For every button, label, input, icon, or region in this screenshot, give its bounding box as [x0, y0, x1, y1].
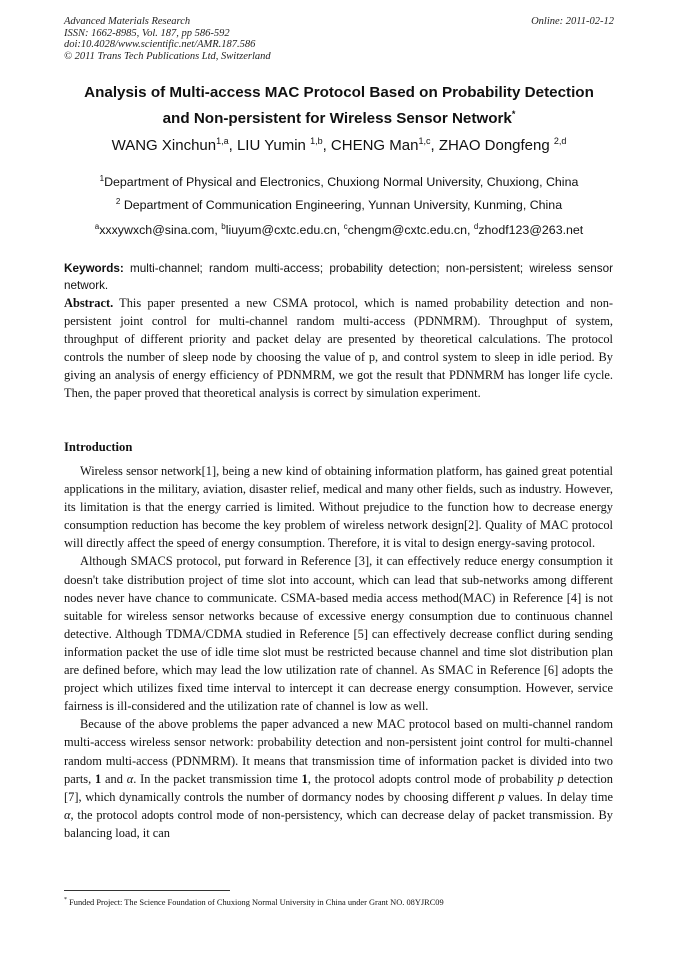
journal-name: Advanced Materials Research — [64, 16, 191, 27]
issn-line: ISSN: 1662-8985, Vol. 187, pp 586-592 — [64, 27, 230, 39]
footnote-text: Funded Project: The Science Foundation of Chuxiong Normal University in China under Grant NO. 08YJRC09 — [69, 897, 444, 907]
email-mark: c — [343, 222, 348, 231]
email-mark: b — [221, 222, 226, 231]
email-mark: d — [473, 222, 479, 231]
author-name: WANG Xinchun — [111, 137, 217, 154]
email-address: chengm@cxtc.edu.cn — [347, 223, 467, 238]
affiliation-mark: 1 — [99, 174, 105, 183]
paragraph-text: Because of the above problems the paper advanced a new MAC protocol based on multi-channel random multi-access wireless sensor network: probability detection and non-persistent joint control for multi-channel random multi-access (PDNMRM). It means that transmission time of information packet is divided into two parts, — [64, 717, 613, 786]
affiliation-1 — [40, 174, 638, 189]
paragraph: Wireless sensor network[1], being a new kind of obtaining information platform, has gained great potential applications in the military, aviation, disaster relief, medical and many other fields, such as industry. However, its limitation is that the energy carried is limited. Without prejudice to the function how to decrease energy consumption reduction has become the key problem of wireless network design[2]. Quality of MAC protocol will directly affect the speed of energy consumption. Therefore, it is vital to design energy-saving protocol. — [64, 464, 613, 551]
keywords — [64, 260, 613, 294]
paragraph-text: detection [7], which dynamically controls the number of dormancy nodes by choosing different — [64, 771, 613, 804]
footnote-rule — [64, 890, 230, 891]
journal-header — [64, 16, 271, 62]
abstract-label: Abstract. — [64, 296, 114, 310]
math-one: 1 — [301, 771, 308, 786]
online-date: Online: 2011-02-12 — [531, 16, 614, 27]
abstract-text: This paper presented a new CSMA protocol, which is named probability detection and non-persistent joint control for multi-channel random multi-access (PDNMRM). Throughput of system, throughput of different priority and packet delay are presented by theoretical calculations. The protocol controls the number of sleep node by choosing the value of p, and control system to sleep in idle period. By giving an analysis of energy efficiency of PDNMRM, we got the result that PDNMRM has longer life cycle. Then, the paper proved that theoretical analysis is correct by simulation experiment. — [64, 296, 614, 400]
title-footnote-mark: * — [511, 108, 516, 119]
paragraph-text: and — [105, 771, 123, 786]
author-affiliation-mark: 2,d — [553, 136, 567, 146]
math-one: 1 — [95, 771, 102, 786]
author-list: WANG Xinchun$^{1,a}$, LIU Yumin $^{1,b}$, CHENG Man$^{1,c}$, ZHAO Dongfeng $^{2,d}$ — [111, 136, 567, 154]
footnote — [64, 897, 444, 907]
email-list: $^a$xxxywxch@sina.com, $^b$liuyum@cxtc.edu.cn, $^c$chengm@cxtc.edu.cn, $^d$zhodf123@263.net — [94, 222, 584, 238]
affiliation-text: Department of Physical and Electronics, Chuxiong Normal University, Chuxiong, China — [104, 175, 579, 190]
email-address: xxxywxch@sina.com — [99, 223, 215, 238]
paragraph-text: , the protocol adopts control mode of non-persistency, which can decrease delay of packet transmission. By balancing load, it can — [64, 807, 613, 840]
author-affiliation-mark: 1,b — [310, 136, 323, 146]
title-line-1: Analysis of Multi-access MAC Protocol Based on Probability Detection — [84, 84, 594, 101]
abstract — [64, 294, 613, 402]
affiliation-mark: 2 — [115, 197, 121, 206]
email-mark: a — [94, 222, 100, 231]
math-alpha: α — [126, 771, 134, 786]
keywords-text: multi-channel; random multi-access; probability detection; non-persistent; wireless sensor network. — [64, 262, 613, 292]
math-alpha: α — [64, 807, 71, 822]
footnote-mark: * — [64, 897, 67, 903]
paragraph-text: . In the packet transmission time — [133, 771, 298, 786]
author-name: CHENG Man — [330, 137, 419, 154]
copyright-line: © 2011 Trans Tech Publications Ltd, Switzerland — [64, 50, 271, 62]
section-heading-introduction: Introduction — [64, 440, 133, 454]
paragraph — [64, 715, 613, 842]
author-name: ZHAO Dongfeng — [438, 137, 550, 154]
paragraph: Although SMACS protocol, put forward in Reference [3], it can effectively reduce energy consumption it doesn't take distribution project of time slot into account, which can lead that sub-networks among different nodes never have chance to communicate. CSMA-based media access method(MAC) in Reference [4] is not suitable for wireless sensor networks because of excessive energy consumption due to continuous channel detective. Although TDMA/CDMA studied in Reference [5] can effectively decrease conflict during sending information packet the use of idle time slot must be restricted because channel and time slot distribution plan are defined before, which may lead the low utilization rate of channel. As SMAC in Reference [6] adopts the project which utilizes fixed time interval to intercept it can decrease energy consumption. However, service fairness is ill-considered and the utilization rate of channel is low as well. — [64, 554, 613, 714]
paragraph-text: , the protocol adopts control mode of probability — [307, 771, 554, 786]
author-affiliation-mark: 1,a — [216, 136, 229, 146]
email-address: zhodf123@263.net — [478, 223, 584, 238]
math-p: p — [498, 789, 505, 804]
introduction-body — [64, 462, 613, 842]
title-line-2 — [40, 104, 638, 130]
math-p: p — [557, 771, 564, 786]
author-affiliation-mark: 1,c — [418, 136, 431, 146]
paper-title — [40, 83, 638, 129]
affiliation-text: Department of Communication Engineering, Yunnan University, Kunming, China — [123, 198, 563, 213]
paragraph-text: values. In delay time — [508, 789, 613, 804]
email-address: liuyum@cxtc.edu.cn — [225, 223, 337, 238]
keywords-label: Keywords: — [64, 262, 124, 275]
affiliation-2 — [40, 197, 638, 212]
title-line-2-text: and Non-persistent for Wireless Sensor Network — [162, 109, 512, 127]
doi-line: doi:10.4028/www.scientific.net/AMR.187.586 — [64, 39, 256, 51]
author-name: LIU Yumin — [236, 137, 306, 154]
